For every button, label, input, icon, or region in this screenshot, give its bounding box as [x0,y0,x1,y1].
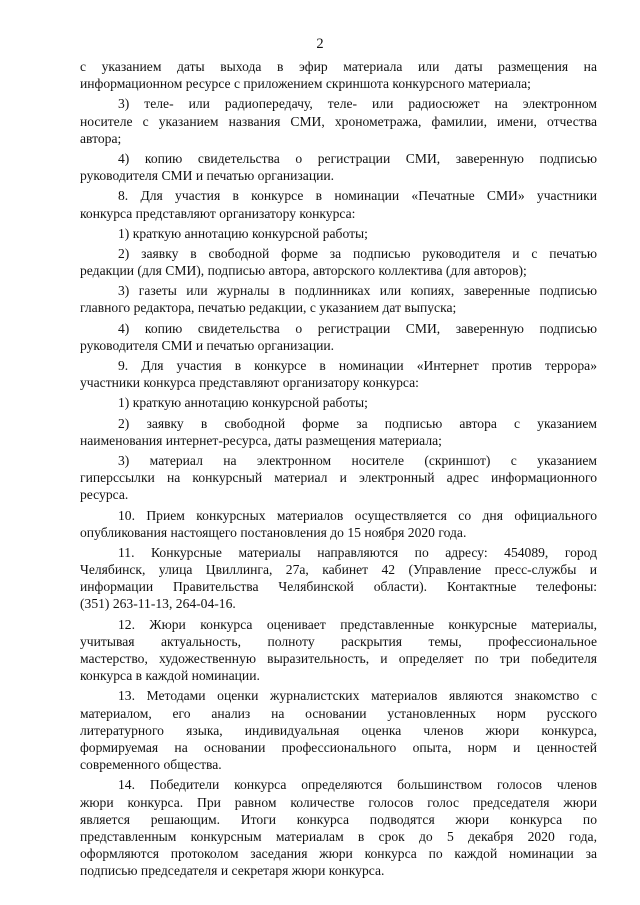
text-line: 1) краткую аннотацию конкурсной работы; [118,395,368,411]
text-line: носителе с указанием названия СМИ, хронометража, фамилии, имени, отчества [80,113,597,129]
text-line: оформляются протоколом заседания жюри конкурса по каждой номинации за [80,846,597,862]
text-line: ресурса. [80,487,129,503]
text-line: 4) копию свидетельства о регистрации СМИ, заверенную подписью [118,150,597,166]
text-line: информации Правительства Челябинской области). Контактные телефоны: [80,579,597,595]
text-line: с указанием даты выхода в эфир материала или даты размещения на [80,59,597,74]
text-line: является решающим. Итоги конкурса подводятся жюри конкурса по [80,811,597,827]
document-body [80,58,597,879]
text-line: гиперссылки на конкурсный материал и электронный адрес информационного [80,470,597,486]
text-line: материалом, его анализ на основании установленных норм русского [80,705,597,721]
text-line: 14. Победители конкурса определяются большинством голосов членов [118,777,597,793]
text-line: участники конкурса представляют организатору конкурса: [80,375,419,391]
text-line: 10. Прием конкурсных материалов осуществляется со дня официального [118,507,597,523]
text-line: жюри конкурса. При равном количестве голосов голос председателя жюри [80,794,597,810]
text-line: главного редактора, печатью редакции, с указанием дат выпуска; [80,300,457,316]
text-line: 3) теле- или радиопередачу, теле- или радиосюжет на электронном [118,96,597,112]
text-line: 8. Для участия в конкурсе в номинации «Печатные СМИ» участники [118,188,597,204]
page-number: 2 [316,36,324,52]
text-line: (351) 263-11-13, 264-04-16. [80,596,236,612]
text-line: представленным конкурсным материалам в срок до 5 декабря 2020 года, [80,828,597,844]
text-line: руководителя СМИ и печатью организации. [80,337,335,353]
text-line: 3) газеты или журналы в подлинниках или копиях, заверенные подписью [118,283,597,299]
text-line: современного общества. [80,757,222,773]
text-line: подписью председателя и секретаря жюри конкурса. [80,863,385,879]
text-line: 11. Конкурсные материалы направляются по адресу: 454089, город [118,544,597,560]
text-line: 4) копию свидетельства о регистрации СМИ, заверенную подписью [118,320,597,336]
text-line: литературного языка, индивидуальная оценка членов жюри конкурса, [80,722,597,738]
text-line: 1) краткую аннотацию конкурсной работы; [118,225,368,241]
text-line: конкурса представляют организатору конкурса: [80,205,356,221]
text-line: 12. Жюри конкурса оценивает представленные конкурсные материалы, [118,616,597,632]
text-line: редакции (для СМИ), подписью автора, авторского коллектива (для авторов); [80,263,527,279]
text-line: Челябинск, улица Цвиллинга, 27а, кабинет 42 (Управление пресс-службы и [80,562,597,578]
text-line: руководителя СМИ и печатью организации. [80,168,335,184]
text-line: автора; [80,130,122,146]
text-line: опубликования настоящего постановления до 15 ноября 2020 года. [80,524,467,540]
text-line: формируемая на основании профессионального опыта, норм и ценностей [80,739,597,755]
text-line: информационном ресурсе с приложением скриншота конкурсного материала; [80,76,531,92]
text-line: 3) материал на электронном носителе (скриншот) с указанием [118,452,597,468]
text-line: наименования интернет-ресурса, даты размещения материала; [80,432,442,448]
text-line: 2) заявку в свободной форме за подписью автора с указанием [118,415,597,431]
text-line: конкурса в каждой номинации. [80,668,260,684]
text-line: мастерство, художественную выразительность, и определяет по три победителя [80,651,597,666]
text-line: учитывая актуальность, полноту раскрытия темы, профессиональное [80,633,597,649]
text-line: 2) заявку в свободной форме за подписью руководителя и с печатью [118,245,597,261]
text-line: 9. Для участия в конкурсе в номинации «Интернет против террора» [118,358,597,373]
text-line: 13. Методами оценки журналистских материалов являются знакомство с [118,688,597,704]
